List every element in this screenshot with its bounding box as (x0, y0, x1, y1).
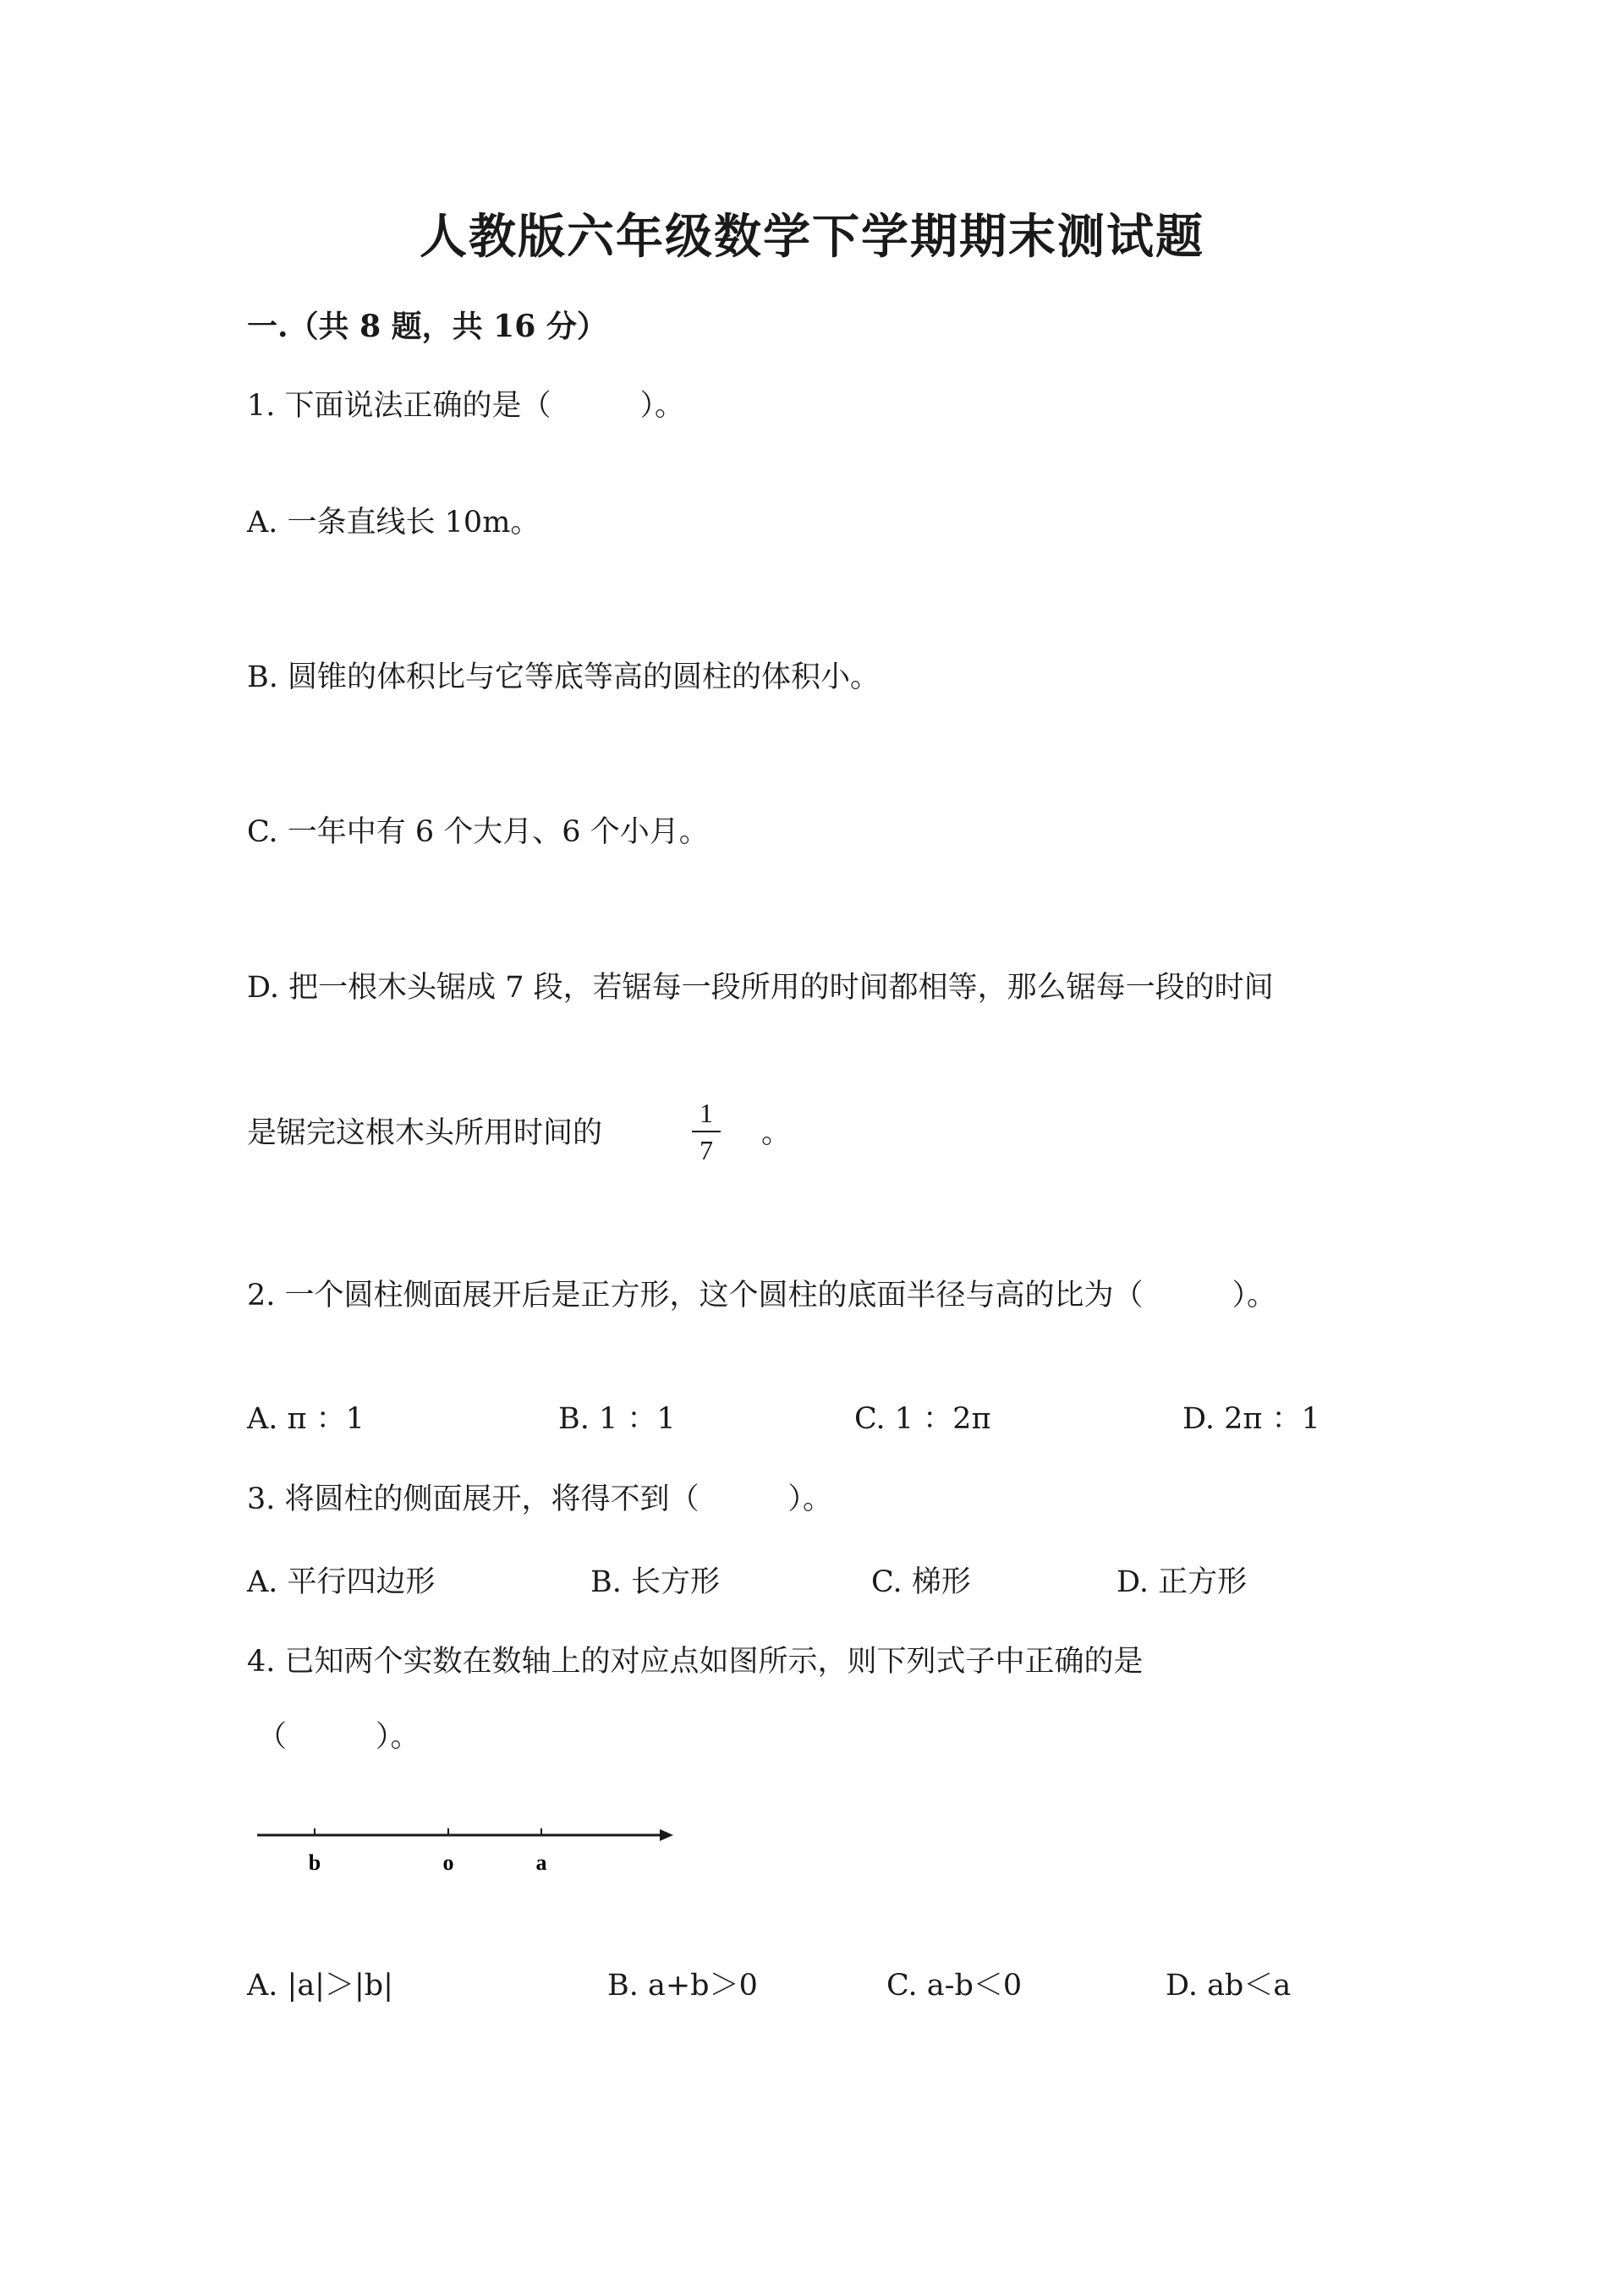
q2-option-b: B. 1 ：1 (558, 1402, 676, 1436)
axis-label-b: b (308, 1850, 321, 1875)
q3-option-d: D. 正方形 (1116, 1565, 1248, 1599)
q2-option-a: A. π ：1 (247, 1402, 365, 1436)
q4-option-b: B. a+b＞0 (607, 1969, 758, 2003)
fraction-denominator: 7 (700, 1135, 713, 1165)
q1-option-d-line2: 是锯完这根木头所用时间的 (247, 1116, 603, 1150)
q3-option-c: C. 梯形 (871, 1565, 971, 1599)
q3-stem: 3. 将圆柱的侧面展开，将得不到（ ）。 (247, 1482, 833, 1516)
section-heading: 一.（共 8 题，共 16 分） (247, 309, 607, 344)
q3-option-a: A. 平行四边形 (247, 1565, 436, 1599)
q4-option-d: D. ab＜a (1166, 1969, 1292, 2003)
page-title: 人教版六年级数学下学期期末测试题 (420, 209, 1204, 265)
q3-option-b: B. 长方形 (590, 1565, 720, 1599)
q1-option-d-line1: D. 把一根木头锯成 7 段，若锯每一段所用的时间都相等，那么锯每一段的时间 (247, 971, 1274, 1005)
number-line-diagram (250, 1818, 690, 1886)
q4-stem-line2: （ ）。 (257, 1720, 420, 1754)
q1-option-d-end: 。 (761, 1116, 792, 1150)
q2-option-c: C. 1 ：2π (854, 1402, 991, 1436)
axis-label-o: o (442, 1850, 454, 1875)
fraction-one-seventh (692, 1097, 721, 1166)
q1-stem: 1. 下面说法正确的是（ ）。 (247, 389, 685, 423)
q2-stem: 2. 一个圆柱侧面展开后是正方形，这个圆柱的底面半径与高的比为（ ）。 (247, 1279, 1277, 1312)
fraction-numerator: 1 (700, 1098, 713, 1128)
q1-option-c: C. 一年中有 6 个大月、6 个小月。 (247, 815, 709, 849)
q1-option-a: A. 一条直线长 10m。 (247, 506, 540, 540)
q4-stem-line1: 4. 已知两个实数在数轴上的对应点如图所示，则下列式子中正确的是 (247, 1645, 1144, 1679)
q4-option-c: C. a-b＜0 (886, 1969, 1023, 2003)
axis-label-a: a (535, 1850, 547, 1875)
arrow-right-icon (660, 1829, 673, 1841)
q4-option-a: A. |a|＞|b| (247, 1969, 393, 2003)
q1-option-b: B. 圆锥的体积比与它等底等高的圆柱的体积小。 (247, 660, 880, 694)
q2-option-d: D. 2π ：1 (1182, 1402, 1320, 1436)
fraction-bar (692, 1131, 721, 1132)
